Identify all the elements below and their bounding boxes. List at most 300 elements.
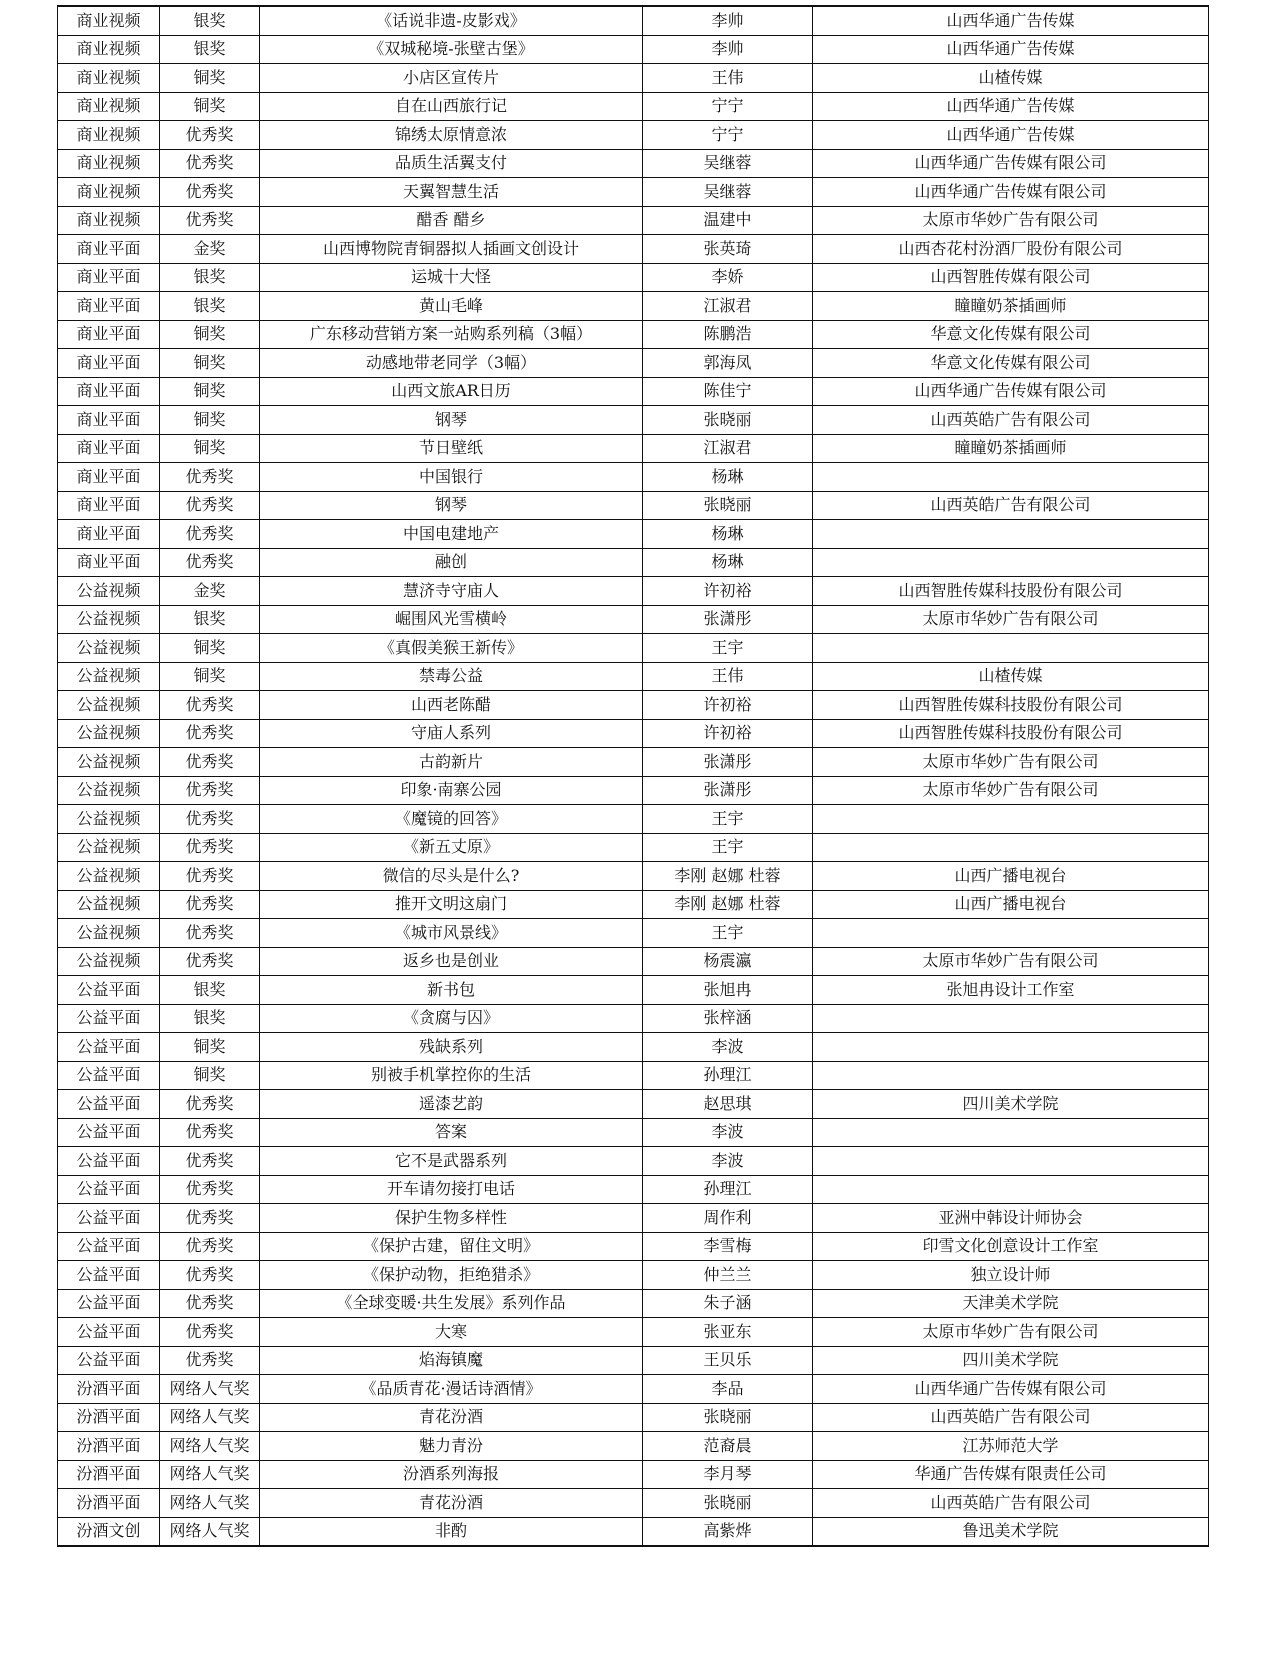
organization-cell: 山西英皓广告有限公司 [813, 406, 1209, 435]
work-title-cell: 山西文旅AR日历 [260, 377, 643, 406]
organization-cell: 山西英皓广告有限公司 [813, 491, 1209, 520]
category-cell: 汾酒平面 [58, 1432, 160, 1461]
category-cell: 商业视频 [58, 6, 160, 35]
organization-cell: 山西智胜传媒科技股份有限公司 [813, 577, 1209, 606]
category-cell: 公益视频 [58, 605, 160, 634]
author-cell: 朱子涵 [643, 1289, 813, 1318]
category-cell: 公益平面 [58, 1033, 160, 1062]
organization-cell: 山西广播电视台 [813, 862, 1209, 891]
work-title-cell: 《保护动物，拒绝猎杀》 [260, 1261, 643, 1290]
author-cell: 张潇彤 [643, 776, 813, 805]
category-cell: 公益视频 [58, 890, 160, 919]
author-cell: 许初裕 [643, 577, 813, 606]
category-cell: 商业平面 [58, 434, 160, 463]
organization-cell [813, 833, 1209, 862]
award-cell: 银奖 [160, 1004, 260, 1033]
author-cell: 张晓丽 [643, 1403, 813, 1432]
organization-cell: 鲁迅美术学院 [813, 1517, 1209, 1546]
category-cell: 公益视频 [58, 833, 160, 862]
author-cell: 杨琳 [643, 463, 813, 492]
author-cell: 王贝乐 [643, 1346, 813, 1375]
table-row [58, 1489, 1209, 1518]
category-cell: 公益平面 [58, 976, 160, 1005]
work-title-cell: 禁毒公益 [260, 662, 643, 691]
author-cell: 张潇彤 [643, 605, 813, 634]
work-title-cell: 运城十大怪 [260, 263, 643, 292]
table-row [58, 1033, 1209, 1062]
award-cell: 优秀奖 [160, 1232, 260, 1261]
table-row [58, 662, 1209, 691]
category-cell: 商业平面 [58, 520, 160, 549]
category-cell: 商业视频 [58, 178, 160, 207]
award-cell: 金奖 [160, 577, 260, 606]
organization-cell: 江苏师范大学 [813, 1432, 1209, 1461]
organization-cell [813, 805, 1209, 834]
award-cell: 优秀奖 [160, 1204, 260, 1233]
category-cell: 公益视频 [58, 919, 160, 948]
author-cell: 吴继蓉 [643, 149, 813, 178]
work-title-cell: 《保护古建，留住文明》 [260, 1232, 643, 1261]
category-cell: 商业平面 [58, 377, 160, 406]
work-title-cell: 守庙人系列 [260, 719, 643, 748]
table-row [58, 434, 1209, 463]
category-cell: 商业视频 [58, 121, 160, 150]
table-row [58, 1090, 1209, 1119]
organization-cell: 山西智胜传媒科技股份有限公司 [813, 719, 1209, 748]
organization-cell: 太原市华妙广告有限公司 [813, 1318, 1209, 1347]
table-row [58, 548, 1209, 577]
award-cell: 铜奖 [160, 320, 260, 349]
table-row [58, 1118, 1209, 1147]
table-row [58, 748, 1209, 777]
table-row [58, 377, 1209, 406]
organization-cell: 华意文化传媒有限公司 [813, 320, 1209, 349]
author-cell: 许初裕 [643, 691, 813, 720]
author-cell: 张梓涵 [643, 1004, 813, 1033]
table-row [58, 947, 1209, 976]
award-cell: 优秀奖 [160, 178, 260, 207]
work-title-cell: 别被手机掌控你的生活 [260, 1061, 643, 1090]
author-cell: 宁宁 [643, 92, 813, 121]
author-cell: 李波 [643, 1147, 813, 1176]
award-cell: 优秀奖 [160, 776, 260, 805]
award-cell: 铜奖 [160, 1033, 260, 1062]
category-cell: 汾酒平面 [58, 1460, 160, 1489]
author-cell: 宁宁 [643, 121, 813, 150]
work-title-cell: 《全球变暖·共生发展》系列作品 [260, 1289, 643, 1318]
work-title-cell: 遥漆艺韵 [260, 1090, 643, 1119]
category-cell: 公益视频 [58, 748, 160, 777]
table-row [58, 64, 1209, 93]
table-row [58, 149, 1209, 178]
author-cell: 孙理江 [643, 1061, 813, 1090]
award-cell: 优秀奖 [160, 691, 260, 720]
work-title-cell: 山西老陈醋 [260, 691, 643, 720]
organization-cell [813, 1061, 1209, 1090]
category-cell: 商业平面 [58, 235, 160, 264]
table-row [58, 263, 1209, 292]
table-row [58, 1403, 1209, 1432]
organization-cell: 山西华通广告传媒有限公司 [813, 377, 1209, 406]
author-cell: 张晓丽 [643, 406, 813, 435]
award-cell: 优秀奖 [160, 719, 260, 748]
work-title-cell: 印象·南寨公园 [260, 776, 643, 805]
category-cell: 商业平面 [58, 349, 160, 378]
table-row [58, 292, 1209, 321]
organization-cell: 天津美术学院 [813, 1289, 1209, 1318]
organization-cell: 山西华通广告传媒有限公司 [813, 178, 1209, 207]
award-cell: 金奖 [160, 235, 260, 264]
work-title-cell: 《魔镜的回答》 [260, 805, 643, 834]
award-cell: 优秀奖 [160, 121, 260, 150]
award-cell: 铜奖 [160, 406, 260, 435]
author-cell: 江淑君 [643, 292, 813, 321]
author-cell: 张亚东 [643, 1318, 813, 1347]
work-title-cell: 焰海镇魔 [260, 1346, 643, 1375]
organization-cell: 张旭冉设计工作室 [813, 976, 1209, 1005]
organization-cell: 山西华通广告传媒有限公司 [813, 1375, 1209, 1404]
work-title-cell: 品质生活翼支付 [260, 149, 643, 178]
category-cell: 公益平面 [58, 1147, 160, 1176]
award-cell: 银奖 [160, 292, 260, 321]
work-title-cell: 自在山西旅行记 [260, 92, 643, 121]
award-cell: 优秀奖 [160, 890, 260, 919]
organization-cell: 山西广播电视台 [813, 890, 1209, 919]
organization-cell: 山西杏花村汾酒厂股份有限公司 [813, 235, 1209, 264]
table-row [58, 890, 1209, 919]
work-title-cell: 节日壁纸 [260, 434, 643, 463]
work-title-cell: 返乡也是创业 [260, 947, 643, 976]
work-title-cell: 慧济寺守庙人 [260, 577, 643, 606]
organization-cell: 亚洲中韩设计师协会 [813, 1204, 1209, 1233]
organization-cell: 山西智胜传媒有限公司 [813, 263, 1209, 292]
category-cell: 公益视频 [58, 805, 160, 834]
work-title-cell: 古韵新片 [260, 748, 643, 777]
award-cell: 优秀奖 [160, 149, 260, 178]
organization-cell: 山西华通广告传媒 [813, 92, 1209, 121]
category-cell: 公益视频 [58, 577, 160, 606]
table-row [58, 1289, 1209, 1318]
author-cell: 赵思琪 [643, 1090, 813, 1119]
category-cell: 公益平面 [58, 1061, 160, 1090]
work-title-cell: 融创 [260, 548, 643, 577]
table-row [58, 1375, 1209, 1404]
category-cell: 公益视频 [58, 862, 160, 891]
award-cell: 网络人气奖 [160, 1375, 260, 1404]
table-row [58, 1517, 1209, 1546]
work-title-cell: 答案 [260, 1118, 643, 1147]
work-title-cell: 中国电建地产 [260, 520, 643, 549]
work-title-cell: 广东移动营销方案一站购系列稿（3幅） [260, 320, 643, 349]
award-cell: 优秀奖 [160, 1118, 260, 1147]
work-title-cell: 保护生物多样性 [260, 1204, 643, 1233]
award-cell: 网络人气奖 [160, 1403, 260, 1432]
table-row [58, 1204, 1209, 1233]
award-cell: 铜奖 [160, 349, 260, 378]
award-cell: 优秀奖 [160, 1175, 260, 1204]
author-cell: 张潇彤 [643, 748, 813, 777]
category-cell: 商业平面 [58, 548, 160, 577]
author-cell: 许初裕 [643, 719, 813, 748]
work-title-cell: 黄山毛峰 [260, 292, 643, 321]
table-row [58, 634, 1209, 663]
author-cell: 陈佳宁 [643, 377, 813, 406]
table-row [58, 206, 1209, 235]
organization-cell: 山西英皓广告有限公司 [813, 1403, 1209, 1432]
author-cell: 陈鹏浩 [643, 320, 813, 349]
organization-cell: 华意文化传媒有限公司 [813, 349, 1209, 378]
table-row [58, 1175, 1209, 1204]
table-row [58, 1346, 1209, 1375]
award-cell: 银奖 [160, 263, 260, 292]
category-cell: 汾酒平面 [58, 1375, 160, 1404]
work-title-cell: 醋香 醋乡 [260, 206, 643, 235]
category-cell: 商业平面 [58, 320, 160, 349]
author-cell: 张晓丽 [643, 491, 813, 520]
award-cell: 优秀奖 [160, 206, 260, 235]
table-row [58, 1261, 1209, 1290]
category-cell: 公益平面 [58, 1346, 160, 1375]
category-cell: 公益视频 [58, 719, 160, 748]
table-row [58, 406, 1209, 435]
work-title-cell: 《双城秘境-张壁古堡》 [260, 35, 643, 64]
organization-cell [813, 463, 1209, 492]
organization-cell: 山西华通广告传媒 [813, 121, 1209, 150]
organization-cell: 山西英皓广告有限公司 [813, 1489, 1209, 1518]
author-cell: 王宇 [643, 833, 813, 862]
award-cell: 网络人气奖 [160, 1517, 260, 1546]
table-row [58, 1004, 1209, 1033]
work-title-cell: 小店区宣传片 [260, 64, 643, 93]
award-cell: 优秀奖 [160, 463, 260, 492]
table-row [58, 178, 1209, 207]
work-title-cell: 钢琴 [260, 491, 643, 520]
award-cell: 优秀奖 [160, 805, 260, 834]
category-cell: 公益平面 [58, 1261, 160, 1290]
author-cell: 杨琳 [643, 548, 813, 577]
table-row [58, 121, 1209, 150]
work-title-cell: 汾酒系列海报 [260, 1460, 643, 1489]
work-title-cell: 动感地带老同学（3幅） [260, 349, 643, 378]
award-cell: 优秀奖 [160, 947, 260, 976]
work-title-cell: 青花汾酒 [260, 1403, 643, 1432]
work-title-cell: 山西博物院青铜器拟人插画文创设计 [260, 235, 643, 264]
organization-cell: 太原市华妙广告有限公司 [813, 947, 1209, 976]
work-title-cell: 推开文明这扇门 [260, 890, 643, 919]
organization-cell: 山西华通广告传媒 [813, 35, 1209, 64]
author-cell: 李刚 赵娜 杜蓉 [643, 890, 813, 919]
award-cell: 银奖 [160, 976, 260, 1005]
table-row [58, 35, 1209, 64]
work-title-cell: 微信的尽头是什么? [260, 862, 643, 891]
award-cell: 网络人气奖 [160, 1489, 260, 1518]
award-cell: 优秀奖 [160, 520, 260, 549]
author-cell: 李帅 [643, 6, 813, 35]
award-cell: 优秀奖 [160, 748, 260, 777]
table-row [58, 833, 1209, 862]
author-cell: 江淑君 [643, 434, 813, 463]
organization-cell: 太原市华妙广告有限公司 [813, 206, 1209, 235]
work-title-cell: 《话说非遗-皮影戏》 [260, 6, 643, 35]
category-cell: 商业视频 [58, 92, 160, 121]
award-cell: 铜奖 [160, 377, 260, 406]
organization-cell [813, 634, 1209, 663]
category-cell: 公益平面 [58, 1232, 160, 1261]
table-row [58, 805, 1209, 834]
author-cell: 王伟 [643, 64, 813, 93]
category-cell: 商业平面 [58, 491, 160, 520]
organization-cell: 山西华通广告传媒 [813, 6, 1209, 35]
category-cell: 公益视频 [58, 691, 160, 720]
award-cell: 优秀奖 [160, 862, 260, 891]
author-cell: 李娇 [643, 263, 813, 292]
awards-table-body [58, 6, 1209, 1546]
award-cell: 优秀奖 [160, 1090, 260, 1119]
table-row [58, 1432, 1209, 1461]
table-row [58, 862, 1209, 891]
organization-cell [813, 520, 1209, 549]
author-cell: 孙理江 [643, 1175, 813, 1204]
author-cell: 李波 [643, 1118, 813, 1147]
category-cell: 公益视频 [58, 776, 160, 805]
award-cell: 优秀奖 [160, 1346, 260, 1375]
author-cell: 周作利 [643, 1204, 813, 1233]
author-cell: 张晓丽 [643, 1489, 813, 1518]
award-cell: 优秀奖 [160, 1261, 260, 1290]
organization-cell: 山楂传媒 [813, 662, 1209, 691]
award-cell: 优秀奖 [160, 1147, 260, 1176]
author-cell: 高紫烨 [643, 1517, 813, 1546]
category-cell: 商业平面 [58, 406, 160, 435]
award-cell: 铜奖 [160, 64, 260, 93]
organization-cell: 印雪文化创意设计工作室 [813, 1232, 1209, 1261]
work-title-cell: 新书包 [260, 976, 643, 1005]
work-title-cell: 《新五丈原》 [260, 833, 643, 862]
organization-cell [813, 1147, 1209, 1176]
table-row [58, 976, 1209, 1005]
table-row [58, 1232, 1209, 1261]
organization-cell: 四川美术学院 [813, 1090, 1209, 1119]
award-cell: 银奖 [160, 6, 260, 35]
category-cell: 公益平面 [58, 1318, 160, 1347]
author-cell: 范裔晨 [643, 1432, 813, 1461]
author-cell: 仲兰兰 [643, 1261, 813, 1290]
work-title-cell: 大寒 [260, 1318, 643, 1347]
organization-cell: 山西华通广告传媒有限公司 [813, 149, 1209, 178]
category-cell: 商业平面 [58, 463, 160, 492]
work-title-cell: 天翼智慧生活 [260, 178, 643, 207]
award-cell: 铜奖 [160, 634, 260, 663]
award-cell: 优秀奖 [160, 833, 260, 862]
author-cell: 王伟 [643, 662, 813, 691]
author-cell: 李帅 [643, 35, 813, 64]
table-row [58, 463, 1209, 492]
award-cell: 优秀奖 [160, 548, 260, 577]
work-title-cell: 它不是武器系列 [260, 1147, 643, 1176]
category-cell: 汾酒平面 [58, 1403, 160, 1432]
category-cell: 公益平面 [58, 1118, 160, 1147]
work-title-cell: 《品质青花·漫话诗酒情》 [260, 1375, 643, 1404]
award-cell: 铜奖 [160, 434, 260, 463]
author-cell: 郭海凤 [643, 349, 813, 378]
table-row [58, 1460, 1209, 1489]
table-row [58, 491, 1209, 520]
work-title-cell: 中国银行 [260, 463, 643, 492]
organization-cell: 山西智胜传媒科技股份有限公司 [813, 691, 1209, 720]
author-cell: 温建中 [643, 206, 813, 235]
organization-cell [813, 1175, 1209, 1204]
award-cell: 网络人气奖 [160, 1460, 260, 1489]
award-cell: 铜奖 [160, 92, 260, 121]
table-row [58, 605, 1209, 634]
organization-cell: 独立设计师 [813, 1261, 1209, 1290]
award-cell: 银奖 [160, 35, 260, 64]
table-row [58, 520, 1209, 549]
work-title-cell: 非酌 [260, 1517, 643, 1546]
table-row [58, 349, 1209, 378]
author-cell: 李雪梅 [643, 1232, 813, 1261]
award-cell: 网络人气奖 [160, 1432, 260, 1461]
category-cell: 商业视频 [58, 35, 160, 64]
category-cell: 公益平面 [58, 1204, 160, 1233]
category-cell: 公益视频 [58, 662, 160, 691]
table-row [58, 719, 1209, 748]
author-cell: 张旭冉 [643, 976, 813, 1005]
organization-cell: 华通广告传媒有限责任公司 [813, 1460, 1209, 1489]
work-title-cell: 钢琴 [260, 406, 643, 435]
table-row [58, 1318, 1209, 1347]
award-cell: 优秀奖 [160, 1289, 260, 1318]
table-row [58, 92, 1209, 121]
category-cell: 汾酒文创 [58, 1517, 160, 1546]
author-cell: 李月琴 [643, 1460, 813, 1489]
table-row [58, 776, 1209, 805]
table-row [58, 691, 1209, 720]
author-cell: 吴继蓉 [643, 178, 813, 207]
organization-cell [813, 1118, 1209, 1147]
category-cell: 商业视频 [58, 64, 160, 93]
author-cell: 杨震瀛 [643, 947, 813, 976]
organization-cell [813, 1033, 1209, 1062]
category-cell: 公益视频 [58, 634, 160, 663]
organization-cell: 太原市华妙广告有限公司 [813, 776, 1209, 805]
organization-cell: 太原市华妙广告有限公司 [813, 605, 1209, 634]
work-title-cell: 《真假美猴王新传》 [260, 634, 643, 663]
author-cell: 李刚 赵娜 杜蓉 [643, 862, 813, 891]
work-title-cell: 魅力青汾 [260, 1432, 643, 1461]
work-title-cell: 《贪腐与囚》 [260, 1004, 643, 1033]
organization-cell [813, 1004, 1209, 1033]
table-row [58, 919, 1209, 948]
category-cell: 公益平面 [58, 1004, 160, 1033]
author-cell: 杨琳 [643, 520, 813, 549]
award-cell: 铜奖 [160, 1061, 260, 1090]
category-cell: 公益平面 [58, 1090, 160, 1119]
organization-cell: 四川美术学院 [813, 1346, 1209, 1375]
category-cell: 商业平面 [58, 263, 160, 292]
work-title-cell: 《城市风景线》 [260, 919, 643, 948]
organization-cell: 瞳瞳奶茶插画师 [813, 292, 1209, 321]
table-row [58, 320, 1209, 349]
award-cell: 优秀奖 [160, 491, 260, 520]
award-cell: 银奖 [160, 605, 260, 634]
work-title-cell: 崛围风光雪横岭 [260, 605, 643, 634]
author-cell: 李波 [643, 1033, 813, 1062]
category-cell: 公益平面 [58, 1289, 160, 1318]
organization-cell [813, 548, 1209, 577]
work-title-cell: 青花汾酒 [260, 1489, 643, 1518]
author-cell: 王宇 [643, 634, 813, 663]
